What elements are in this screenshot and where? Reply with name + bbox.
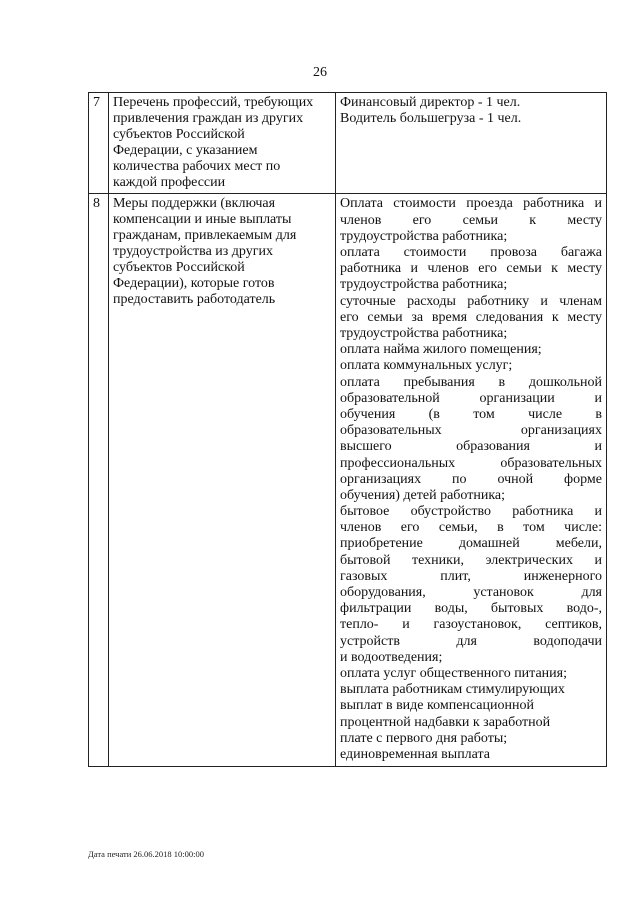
value-line: оборудования, установок для	[340, 585, 602, 601]
row-label	[109, 93, 336, 194]
label-line: субъектов Российской	[113, 126, 245, 142]
value-line: организациях по очной форме	[340, 471, 602, 487]
value-line: оплата стоимости провоза багажа	[340, 245, 602, 261]
value-line: оплата услуг общественного питания;	[340, 665, 567, 681]
value-line: работника и членов его семьи к месту	[340, 261, 602, 277]
value-line: образовательной организации и	[340, 390, 602, 406]
value-line: обучения (в том числе в	[340, 406, 602, 422]
value-line: его семьи за время следования к месту	[340, 309, 602, 325]
row-label	[109, 194, 336, 767]
value-line: оплата пребывания в дошкольной	[340, 374, 602, 390]
value-line: процентной надбавки к заработной	[340, 714, 551, 730]
print-date-footer: Дата печати 26.06.2018 10:00:00	[88, 849, 204, 859]
row-number: 7	[89, 93, 109, 194]
table-row	[89, 194, 607, 767]
value-line: Оплата стоимости проезда работника и	[340, 196, 602, 212]
label-line: Меры поддержки (включая	[113, 196, 276, 212]
label-line: Федерации), которые готов	[113, 275, 275, 291]
label-line: привлечения граждан из других	[113, 110, 304, 126]
value-line: выплат в виде компенсационной	[340, 698, 534, 714]
value-line: оплата найма жилого помещения;	[340, 342, 542, 358]
value-line: обучения) детей работника;	[340, 487, 506, 503]
value-line: суточные расходы работнику и членам	[340, 293, 602, 309]
row-value	[336, 194, 607, 767]
value-line: трудоустройства работника;	[340, 228, 508, 244]
label-line: Федерации, с указанием	[113, 142, 258, 158]
value-line: высшего образования и	[340, 439, 602, 455]
label-line: каждой профессии	[113, 174, 226, 190]
label-line: субъектов Российской	[113, 260, 245, 276]
value-line: трудоустройства работника;	[340, 277, 508, 293]
page-number: 26	[313, 65, 327, 80]
value-line: единовременная выплата	[340, 747, 491, 762]
value-line: устройств для водоподачи	[340, 633, 602, 649]
value-line: выплата работникам стимулирующих	[340, 682, 565, 698]
value-line: и водоотведения;	[340, 649, 443, 665]
value-line: Финансовый директор - 1 чел.	[340, 95, 521, 110]
value-line: оплата коммунальных услуг;	[340, 358, 513, 374]
value-line: бытовой техники, электрических и	[340, 552, 602, 568]
label-line: компенсации и иные выплаты	[113, 212, 292, 228]
value-line: образовательных организациях	[340, 423, 602, 439]
table-row	[89, 93, 607, 194]
label-line: Перечень профессий, требующих	[113, 95, 314, 110]
value-line: приобретение домашней мебели,	[340, 536, 602, 552]
value-line: плате с первого дня работы;	[340, 730, 508, 746]
value-line: газовых плит, инженерного	[340, 568, 602, 584]
value-line: профессиональных образовательных	[340, 455, 602, 471]
value-line: бытовое обустройство работника и	[340, 504, 602, 520]
value-line: Водитель большегруза - 1 чел.	[340, 110, 522, 126]
value-line: фильтрации воды, бытовых водо-,	[340, 601, 602, 617]
measures-table	[88, 92, 607, 767]
label-line: гражданам, привлекаемым для	[113, 228, 297, 244]
value-line: членов его семьи к месту	[340, 212, 602, 228]
value-line: членов его семьи, в том числе:	[340, 520, 602, 536]
label-line: количества рабочих мест по	[113, 158, 281, 174]
value-line: трудоустройства работника;	[340, 325, 508, 341]
label-line: трудоустройства из других	[113, 244, 273, 260]
label-line: предоставить работодатель	[113, 291, 276, 307]
row-value	[336, 93, 607, 194]
value-line: тепло- и газоустановок, септиков,	[340, 617, 602, 633]
row-number: 8	[89, 194, 109, 767]
